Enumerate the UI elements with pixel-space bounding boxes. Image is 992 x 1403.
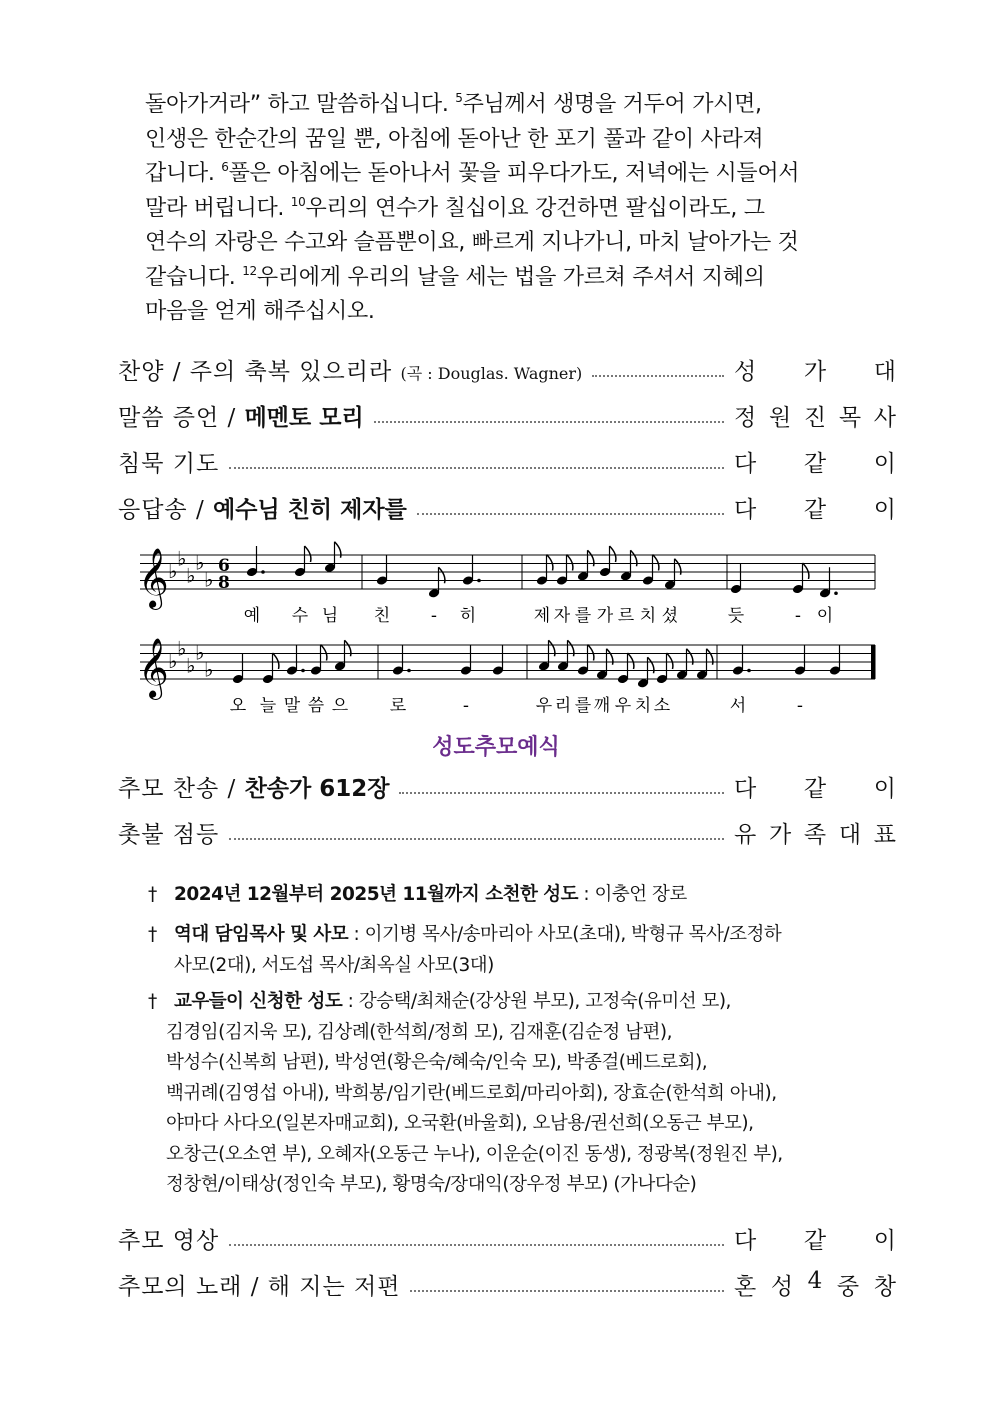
lyric-syllable: - <box>796 696 804 716</box>
lyric-syllable: 우 <box>535 696 553 716</box>
cross-icon: † <box>148 991 157 1012</box>
flat-sign: ♭ <box>186 653 196 678</box>
cross-icon: † <box>148 884 157 905</box>
sermon-title: 메멘토 모리 <box>244 405 364 431</box>
lyric-syllable: 말 <box>283 696 301 716</box>
order-performer: 정 원 진 목 사 <box>734 405 896 431</box>
order-item-response: 응답송 / 예수님 친히 제자를 다 같 이 <box>118 491 896 525</box>
leader-dots <box>229 838 724 840</box>
lyric-syllable: 리 <box>554 696 572 716</box>
scripture-line: 말라 버립니다. $^{10}$우리의 연수가 칠십이요 강건하면 팔십이라도, 그 <box>145 194 765 221</box>
memorial-item-requested: † 교우들이 신청한 성도 : 강승택/최채순(강상원 부모), 고정숙(유미선 모), 김경임(김지욱 모), 김상례(한석희/정희 모), 김재훈(김순정 남편), 박성수(신복희 남편), 박성연(황은숙/혜숙/인숙 모), 박종걸(베드로회), 백귀례(김영섭 아내), 박희봉/임기란(베드로회/마리아회), 장효순(한석희 아내), 야마다 사다오(일본자매교회), 오국환(바울회), 오남용/권선희(오동근 부모), 오창근(오소연 부), 오혜자(오동근 누나), 이운순(이진 동생), 정광복(정원진 부), 정창현/이태상(정인숙 부모), 황명숙/장대익(장우정 부모) (가나다순) <box>148 987 878 1201</box>
scripture-text <box>145 88 885 330</box>
final-bar-line <box>871 645 875 679</box>
order-item-memorial-hymn: 추모 찬송 / 찬송가 612장 다 같 이 <box>118 770 896 804</box>
leader-dots <box>410 1290 724 1292</box>
lyric-syllable: 자 <box>553 606 571 626</box>
lyric-syllable: 듯 <box>727 606 745 626</box>
order-item-candle: 촛불 점등 유 가 족 대 표 <box>118 816 896 850</box>
note-dot <box>407 669 411 673</box>
note-flag <box>803 563 809 579</box>
order-item-video: 추모 영상 다 같 이 <box>118 1222 896 1256</box>
lyric-syllable: 우 <box>614 696 632 716</box>
staff-line-2 <box>138 636 875 716</box>
cross-icon: † <box>148 924 157 945</box>
lyric-syllable: - <box>794 606 802 626</box>
flat-sign: ♭ <box>204 657 214 682</box>
lyric-syllable: 치 <box>634 696 652 716</box>
note-flag <box>273 653 279 669</box>
flat-sign: ♭ <box>177 636 187 661</box>
lyric-syllable: 를 <box>574 696 592 716</box>
order-item-song: 추모의 노래 / 해 지는 저편 혼 성 4 중 창 <box>118 1268 896 1300</box>
note-flag <box>305 546 311 562</box>
lyric-syllable: - <box>462 696 470 716</box>
staff-line-1 <box>138 542 875 626</box>
treble-clef: 𝄞 <box>138 548 169 608</box>
note-flag <box>588 645 594 661</box>
note-flag <box>321 645 327 661</box>
scripture-line: 돌아가거라” 하고 말씀하십니다. $^5$주님께서 생명을 거두어 가시면, <box>145 91 762 117</box>
lyric-syllable: 를 <box>574 606 592 626</box>
lyric-syllable: 수 <box>291 606 309 626</box>
lyric-syllable: 가 <box>596 606 614 626</box>
flat-sign: ♭ <box>177 546 187 571</box>
lyric-syllable: 셨 <box>661 606 679 626</box>
order-performer: 유 가 족 대 표 <box>734 822 896 848</box>
lyric-syllable: 깨 <box>593 696 611 716</box>
lyric-syllable: 제 <box>533 606 551 626</box>
lyric-syllable: 오 <box>229 696 247 716</box>
order-performer: 다 같 이 <box>734 776 896 802</box>
note-dot <box>301 669 305 673</box>
note-dot <box>834 591 838 595</box>
order-item-hymn: 찬양 / 주의 축복 있으리라 (곡 : Douglas. Wagner) 성 가 대 <box>118 353 896 387</box>
section-title: 성도추모예식 <box>432 735 560 760</box>
lyric-syllable: 늘 <box>259 696 277 716</box>
leader-dots <box>592 375 724 377</box>
lyric-syllable: 서 <box>729 696 747 716</box>
lyric-syllable: 소 <box>653 696 671 716</box>
order-item-prayer: 침묵 기도 다 같 이 <box>118 445 896 479</box>
flat-sign: ♭ <box>204 567 214 592</box>
note-dot <box>477 579 481 583</box>
flat-sign: ♭ <box>186 563 196 588</box>
order-performer: 다 같 이 <box>734 451 896 477</box>
lyric-syllable: 로 <box>389 696 407 716</box>
lyric-syllable: 님 <box>321 606 339 626</box>
note-flag <box>567 555 573 571</box>
note-flag <box>547 555 553 571</box>
note-flag <box>628 653 634 669</box>
memorial-hymn-title: 찬송가 612장 <box>244 776 390 802</box>
lyric-syllable: 치 <box>639 606 657 626</box>
order-performer: 다 같 이 <box>734 497 896 523</box>
flat-sign: ♭ <box>168 649 178 673</box>
order-performer: 다 같 이 <box>734 1228 896 1254</box>
memorial-item-deceased: † 2024년 12월부터 2025년 11월까지 소천한 성도 : 이충언 장로 <box>148 880 878 911</box>
lyric-syllable: 친 <box>373 606 391 626</box>
lyric-syllable: 히 <box>459 606 477 626</box>
lyric-syllable: - <box>430 606 438 626</box>
scripture-line: 인생은 한순간의 꿈일 뿐, 아침에 돋아난 한 포기 풀과 같이 사라져 <box>145 126 764 152</box>
leader-dots <box>417 513 724 515</box>
scripture-line: 마음을 얻게 해주십시오. <box>145 299 375 324</box>
order-item-testimony: 말씀 증언 / 메멘토 모리 정 원 진 목 사 <box>118 399 896 433</box>
lyric-syllable: 예 <box>243 606 261 626</box>
order-performer: 성 가 대 <box>734 359 896 385</box>
note-flag <box>610 546 616 562</box>
lyric-syllable: 이 <box>816 606 834 626</box>
note-flag <box>653 555 659 571</box>
time-signature-bottom: 8 <box>218 573 230 593</box>
note-dot <box>747 669 751 673</box>
leader-dots <box>399 792 724 794</box>
flat-sign: ♭ <box>195 640 205 665</box>
lyric-syllable: 으 <box>331 696 349 716</box>
response-title: 예수님 친히 제자를 <box>213 497 407 523</box>
treble-clef: 𝄞 <box>138 638 169 698</box>
scripture-line: 연수의 자랑은 수고와 슬픔뿐이요, 빠르게 지나가니, 마치 날아가는 것 <box>145 230 799 255</box>
leader-dots <box>374 421 724 423</box>
flat-sign: ♭ <box>195 550 205 575</box>
leader-dots <box>229 1244 724 1246</box>
lyric-syllable: 씀 <box>307 696 325 716</box>
order-performer: 혼 성 4 중 창 <box>734 1268 896 1300</box>
scripture-line: 같습니다. $^{12}$우리에게 우리의 날을 세는 법을 가르쳐 주셔서 지혜의 <box>145 263 765 290</box>
music-score <box>130 540 880 720</box>
leader-dots <box>229 467 724 469</box>
note-flag <box>667 653 673 669</box>
memorial-item-pastors: † 역대 담임목사 및 사모 : 이기병 목사/송마리아 사모(초대), 박형규 목사/조정하 사모(2대), 서도섭 목사/최옥실 사모(3대) <box>148 920 878 981</box>
time-signature-top: 6 <box>218 556 230 576</box>
lyric-syllable: 르 <box>617 606 635 626</box>
note-dot <box>261 570 265 574</box>
scripture-line: 갑니다. $^6$풀은 아침에는 돋아나서 꽃을 피우다가도, 저녁에는 시들어서 <box>145 160 800 186</box>
flat-sign: ♭ <box>168 559 178 583</box>
